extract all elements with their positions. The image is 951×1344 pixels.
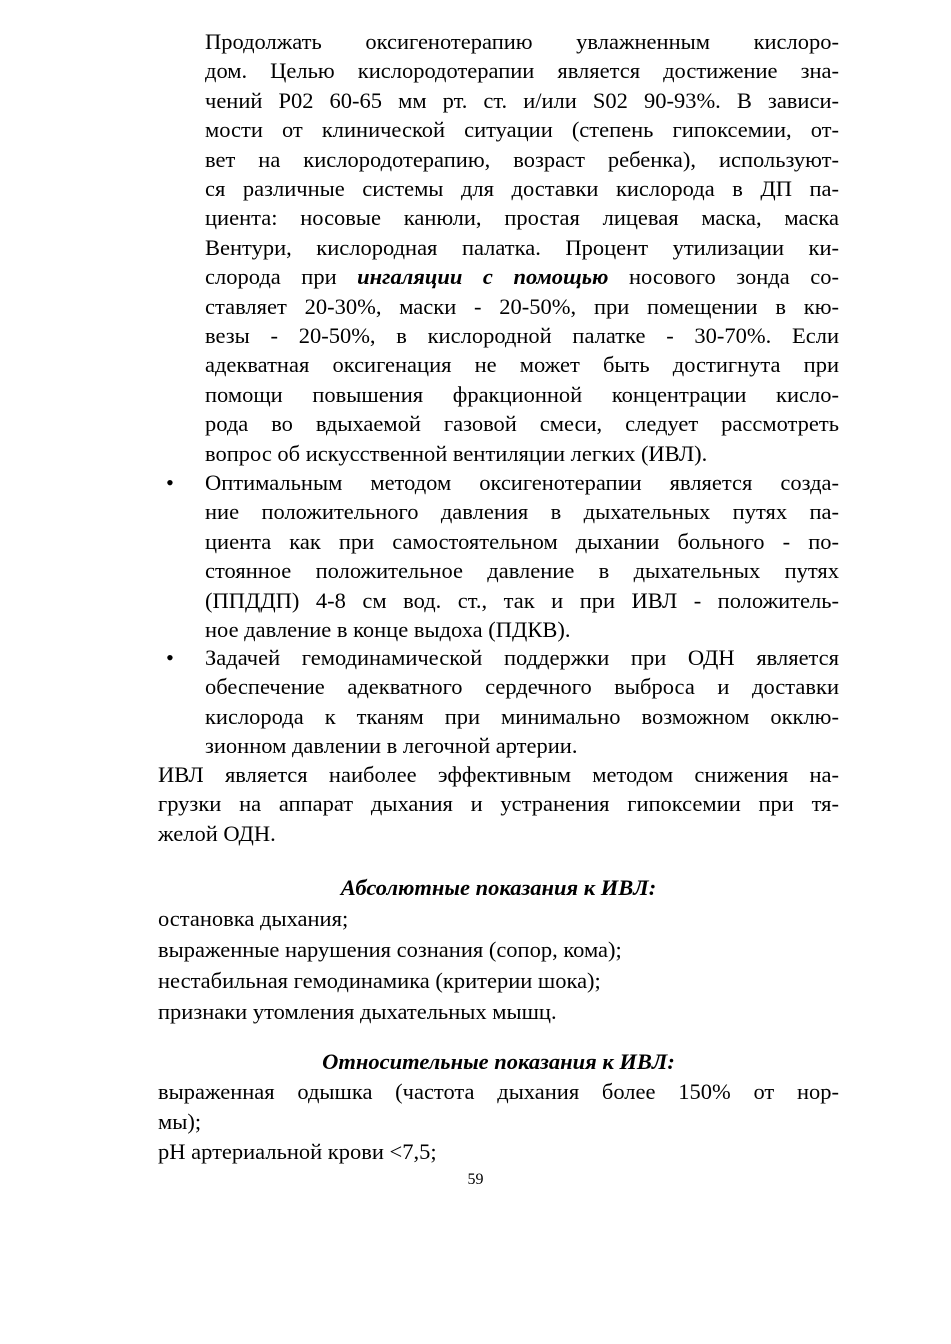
list-item: признаки утомления дыхательных мышц. — [158, 999, 557, 1024]
list-item: pH артериальной крови <7,5; — [158, 1139, 437, 1164]
bullet-marker: • — [166, 470, 174, 495]
bullet-item-hemodynamics — [166, 643, 839, 761]
text-line: обеспечение адекватного сердечного выброса и доставки — [205, 674, 839, 700]
section-heading-relative-indications: Относительные показания к ИВЛ: — [322, 1049, 675, 1074]
list-item: остановка дыхания; — [158, 906, 349, 931]
text-line: циента как при самостоятельном дыхании больного - по- — [205, 528, 839, 554]
text-line: стоянное положительное давление в дыхательных путях — [205, 558, 839, 584]
text-line: Продолжать оксигенотерапию увлажненным кислоро- — [205, 29, 839, 54]
list-item: выраженная одышка (частота дыхания более 150% от нор- — [158, 1079, 839, 1104]
text-line: (ППДДП) 4-8 см вод. ст., так и при ИВЛ - положитель- — [205, 587, 839, 613]
text-line: вопрос об искусственной вентиляции легких (ИВЛ). — [205, 440, 708, 466]
text-line: грузки на аппарат дыхания и устранения гипоксемии при тя- — [158, 791, 839, 817]
list-item: нестабильная гемодинамика (критерии шока); — [158, 968, 601, 993]
text-line: желой ОДН. — [158, 820, 276, 846]
section-heading-absolute-indications: Абсолютные показания к ИВЛ: — [340, 875, 657, 900]
text-line: ся различные системы для доставки кислорода в ДП па- — [205, 176, 839, 202]
list-item-continuation: мы); — [158, 1109, 202, 1134]
text-line: ние положительного давления в дыхательных путях па- — [205, 499, 839, 525]
text-line: помощи повышения фракционной концентрации кисло- — [205, 381, 839, 407]
emphasized-phrase: ингаляции с помощью — [357, 264, 609, 290]
paragraph-oxygen-therapy — [205, 27, 839, 468]
text-line: чений P02 60-65 мм рт. ст. и/или S02 90-93%. В зависи- — [205, 87, 839, 113]
text-line: вет на кислородотерапию, возраст ребенка), используют- — [205, 146, 839, 172]
text-line: адекватная оксигенация не может быть достигнута при — [205, 352, 839, 378]
text-line: зионном давлении в легочной артерии. — [205, 733, 578, 759]
bullet-marker: • — [166, 645, 174, 670]
text-line: везы - 20-50%, в кислородной палатке - 30-70%. Если — [205, 323, 839, 349]
text-line: ное давление в конце выдоха (ПДКВ). — [205, 617, 571, 643]
page-number: 59 — [467, 1171, 484, 1188]
text-line: Задачей гемодинамической поддержки при ОДН является — [205, 645, 839, 670]
text-fragment: носового зонда со- — [608, 264, 839, 290]
text-line: дом. Целью кислородотерапии является достижение зна- — [205, 58, 839, 84]
text-line: кислорода к тканям при минимально возможном окклю- — [205, 703, 839, 729]
text-line: Оптимальным методом оксигенотерапии является созда- — [205, 470, 839, 495]
text-line: ставляет 20-30%, маски - 20-50%, при помещении в кю- — [205, 293, 839, 319]
relative-indications-list — [158, 1077, 839, 1167]
bullet-item-peep — [166, 468, 839, 644]
text-line: мости от клинической ситуации (степень гипоксемии, от- — [205, 117, 839, 143]
text-line: ИВЛ является наиболее эффективным методом снижения на- — [158, 762, 839, 787]
absolute-indications-list — [158, 903, 839, 1027]
text-fragment: слорода при — [205, 264, 358, 290]
list-item: выраженные нарушения сознания (сопор, кома); — [158, 937, 622, 962]
text-line: циента: носовые канюли, простая лицевая маска, маска — [205, 205, 839, 231]
paragraph-mechanical-ventilation — [158, 760, 839, 848]
text-line: Вентури, кислородная палатка. Процент утилизации ки- — [205, 234, 839, 260]
text-line: рода во вдыхаемой газовой смеси, следует рассмотреть — [205, 411, 839, 437]
text-line-with-emphasis — [205, 262, 839, 291]
